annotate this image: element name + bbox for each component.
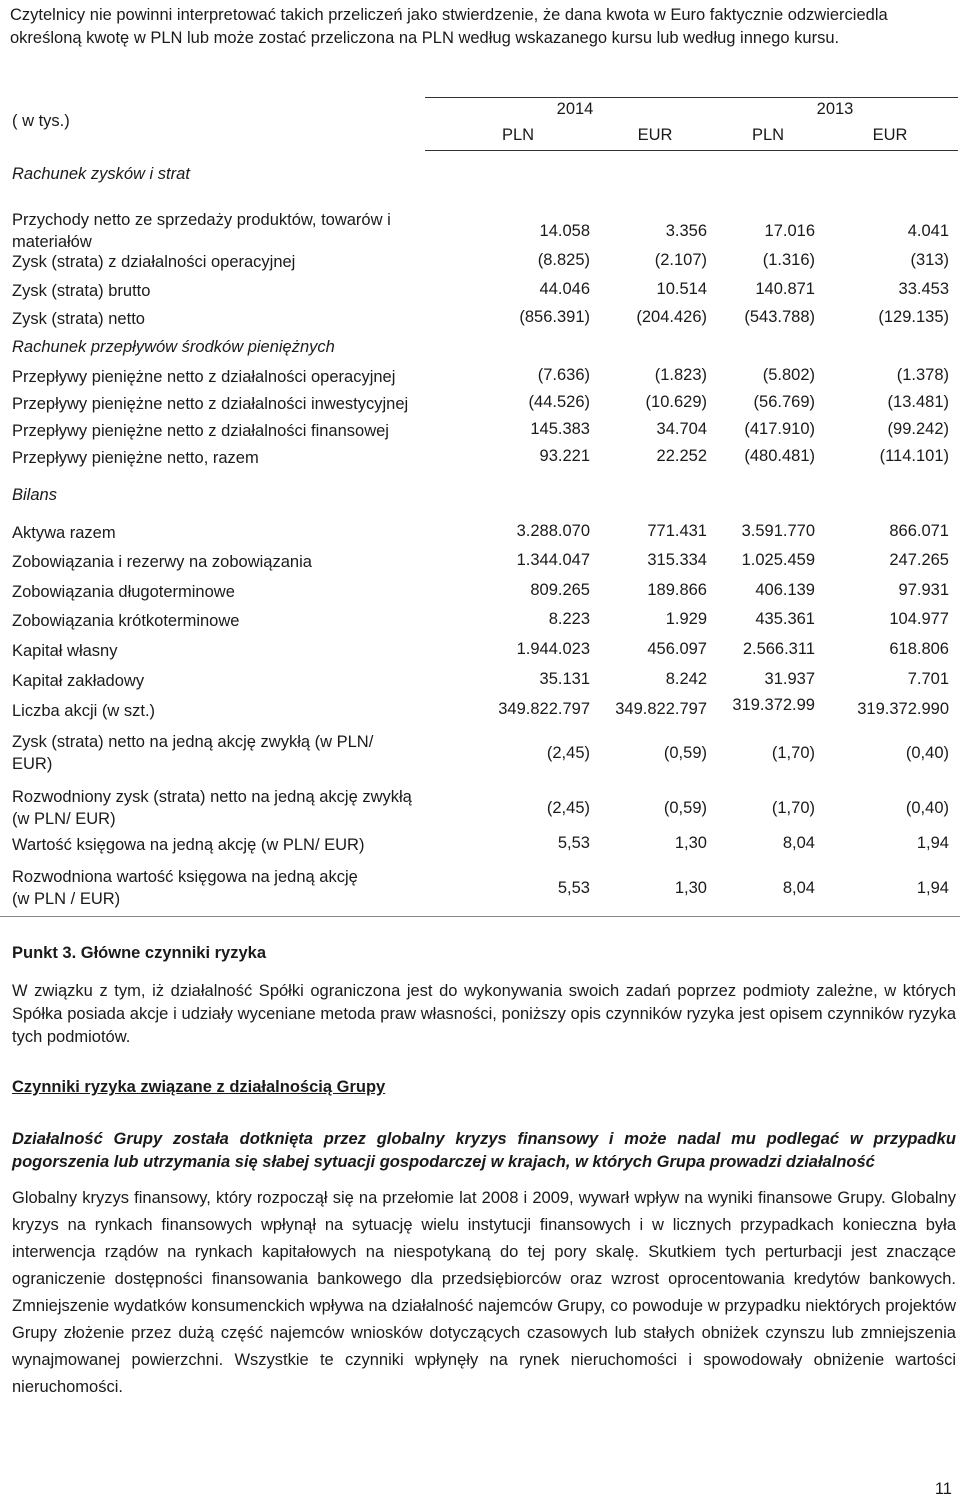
risk-subheading: Czynniki ryzyka związane z działalnością Grupy [12,1078,386,1096]
row-label-line-1: Rozwodniona wartość księgowa na jedną akcję [12,868,358,886]
table-cell: (0,40) [905,799,949,817]
table-cell: 809.265 [530,581,590,599]
table-cell: 349.822.797 [498,700,590,718]
table-cell: 34.704 [656,420,707,438]
section-profit-loss: Rachunek zysków i strat [12,165,190,183]
table-cell: 1,94 [916,879,949,897]
table-cell: 44.046 [539,280,590,298]
table-cell: (543.788) [744,308,815,326]
table-cell: (7.636) [537,366,590,384]
table-cell: 31.937 [764,670,815,688]
table-cell: 8,04 [782,834,815,852]
table-row-label [12,551,312,573]
table-cell: (10.629) [645,393,707,411]
row-label-line-1: Przepływy pieniężne netto z działalności finansowej [12,422,389,440]
table-cell: 1.944.023 [516,640,590,658]
table-cell: 319.372.99 [732,696,815,714]
table-cell: (480.481) [744,447,815,465]
table-cell: 1.025.459 [741,551,815,569]
table-cell: 3.356 [665,222,707,240]
table-cell: 145.383 [530,420,590,438]
table-cell: 140.871 [755,280,815,298]
row-label-line-1: Zysk (strata) netto na jedną akcję zwykłą (w PLN/ [12,733,374,751]
table-cell: 1,30 [674,834,707,852]
table-cell: 5,53 [557,879,590,897]
risk-paragraph-2: Globalny kryzys finansowy, który rozpoczął się na przełomie lat 2008 i 2009, wywarł wpływ na wyniki finansowe Grupy. Globalny kryzys na rynkach finansowych wpłynął na sytuację wielu instytucji finansowych i w licznych przypadkach konieczna była interwencja rządów na rynkach kapitałowych na niespotykaną do tej pory skalę. Skutkiem tych perturbacji jest znaczące ograniczenie dostępności finansowania bankowego dla przedsiębiorców oraz wzrost oprocentowania kredytów bankowych. Zmniejszenie wydatków konsumenckich wpływa na działalność najemców Grupy, co powoduje w przypadku niektórych projektów Grupy złożenie przez dużą część najemców wniosków dotyczących czasowych lub stałych obniżek czynszu lub zmniejszenia wynajmowanej powierzchni. Wszystkie te czynniki wpłynęły na rynek nieruchomości i spowodowały obniżenie wartości nieruchomości. [12,1189,956,1396]
section-balance: Bilans [12,486,57,504]
table-row-label [12,251,295,273]
table-cell: 97.931 [898,581,949,599]
row-label-line-1: Zysk (strata) netto [12,310,145,328]
col-pln-2014: PLN [501,126,535,144]
col-pln-2013: PLN [751,126,785,144]
row-label-line-1: Zobowiązania i rezerwy na zobowiązania [12,553,312,571]
table-row-label [12,610,239,632]
table-cell: (2,45) [546,799,590,817]
table-cell: 35.131 [539,670,590,688]
table-cell: 8.223 [548,610,590,628]
table-cell: (114.101) [879,447,949,465]
row-label-line-1: Wartość księgowa na jedną akcję (w PLN/ EUR) [12,836,365,854]
table-cell: (2.107) [654,251,707,269]
table-cell: (5.802) [762,366,815,384]
row-label-line-2: (w PLN/ EUR) [12,810,116,828]
table-cell: 17.016 [764,222,815,240]
table-row-label [12,670,144,692]
row-label-line-1: Zobowiązania długoterminowe [12,583,235,601]
row-label-line-2: materiałów [12,233,92,251]
year-2014: 2014 [556,100,594,118]
table-cell: (56.769) [753,393,815,411]
table-cell: (13.481) [887,393,949,411]
table-cell: 8,04 [782,879,815,897]
table-row-label [12,700,155,722]
row-label-line-1: Przychody netto ze sprzedaży produktów, towarów i [12,211,391,229]
row-label-line-1: Przepływy pieniężne netto, razem [12,449,259,467]
table-cell: 10.514 [656,280,707,298]
row-label-line-1: Kapitał własny [12,642,118,660]
table-cell: (2,45) [546,744,590,762]
table-row-label [12,447,259,469]
table-cell: 2.566.311 [742,640,815,658]
table-cell: (1.378) [896,366,949,384]
table-cell: (99.242) [887,420,949,438]
col-eur-2013: EUR [872,126,908,144]
table-cell: 1,94 [916,834,949,852]
table-cell: 866.071 [889,522,949,540]
row-label-line-2: EUR) [12,755,53,773]
table-cell: 189.866 [647,581,707,599]
table-cell: 315.334 [647,551,707,569]
table-cell: 33.453 [898,280,949,298]
table-cell: 771.431 [647,522,707,540]
row-label-line-2: (w PLN / EUR) [12,890,121,908]
table-cell: 4.041 [907,222,949,240]
table-row-label [12,834,364,856]
table-cell: (1.316) [762,251,815,269]
table-cell: (1.823) [654,366,707,384]
intro-paragraph: Czytelnicy nie powinni interpretować takich przeliczeń jako stwierdzenie, że dana kwota w Euro faktycznie odzwierciedla określoną kwotę w PLN lub może zostać przeliczona na PLN według wskazanego kursu lub według innego kursu. [10,6,888,47]
page-number: 11 [934,1480,952,1498]
table-row-label [12,731,373,775]
row-label-line-1: Przepływy pieniężne netto z działalności operacyjnej [12,368,396,386]
col-eur-2014: EUR [637,126,673,144]
table-row-label [12,581,235,603]
risk-bold-italic-paragraph: Działalność Grupy została dotknięta przez globalny kryzys finansowy i może nadal mu podlegać w przypadku pogorszenia lub utrzymania się słabej sytuacji gospodarczej w krajach, w których Grupa prowadzi działalność [12,1130,956,1171]
unit-label: ( w tys.) [12,112,70,130]
section-cash-flow: Rachunek przepływów środków pieniężnych [12,338,335,356]
table-cell: 104.977 [889,610,949,628]
row-label-line-1: Rozwodniony zysk (strata) netto na jedną akcję zwykłą [12,788,412,806]
table-row-label [12,308,145,330]
table-row-label [12,866,358,910]
table-cell: 7.701 [907,670,949,688]
table-cell: 618.806 [889,640,949,658]
table-cell: 456.097 [647,640,707,658]
table-cell: 349.822.797 [615,700,707,718]
table-cell: (0,40) [905,744,949,762]
table-cell: (1,70) [771,744,815,762]
table-cell: 22.252 [656,447,707,465]
table-row-label [12,786,412,830]
table-cell: 3.288.070 [516,522,590,540]
table-cell: 406.139 [755,581,815,599]
table-cell: 3.591.770 [741,522,815,540]
table-cell: 435.361 [755,610,815,628]
table-cell: 93.221 [539,447,590,465]
table-cell: (856.391) [519,308,590,326]
table-cell: (0,59) [663,744,707,762]
table-row-label [12,522,116,544]
table-cell: 1,30 [674,879,707,897]
risk-heading: Punkt 3. Główne czynniki ryzyka [12,944,267,962]
table-row-label [12,393,408,415]
year-2013: 2013 [816,100,854,118]
table-cell: (417.910) [744,420,815,438]
table-cell: (8.825) [537,251,590,269]
row-label-line-1: Kapitał zakładowy [12,672,145,690]
row-label-line-1: Liczba akcji (w szt.) [12,702,156,720]
row-label-line-1: Zysk (strata) brutto [12,282,151,300]
table-cell: (313) [910,251,949,269]
table-cell: 247.265 [889,551,949,569]
table-bottom-rule [0,916,960,917]
table-cell: (1,70) [771,799,815,817]
table-row-label [12,366,395,388]
table-row-label [12,420,389,442]
header-top-rule [425,97,958,98]
row-label-line-1: Zysk (strata) z działalności operacyjnej [12,253,296,271]
table-cell: 1.344.047 [516,551,590,569]
risk-paragraph-1: W związku z tym, iż działalność Spółki ograniczona jest do wykonywania swoich zadań poprzez podmioty zależne, w których Spółka posiada akcje i udziały wyceniane metoda praw własności, poniższy opis czynników ryzyka jest opisem czynników ryzyka tych podmiotów. [12,982,956,1046]
table-row-label [12,209,391,253]
table-cell: (0,59) [663,799,707,817]
table-row-label [12,280,150,302]
table-cell: (204.426) [636,308,707,326]
table-cell: 8.242 [665,670,707,688]
table-cell: 319.372.990 [857,700,949,718]
table-cell: (129.135) [878,308,949,326]
header-bottom-rule [425,150,958,151]
table-row-label [12,640,117,662]
row-label-line-1: Zobowiązania krótkoterminowe [12,612,240,630]
row-label-line-1: Przepływy pieniężne netto z działalności inwestycyjnej [12,395,409,413]
table-cell: 5,53 [557,834,590,852]
table-cell: (44.526) [528,393,590,411]
table-cell: 14.058 [539,222,590,240]
row-label-line-1: Aktywa razem [12,524,116,542]
table-cell: 1.929 [665,610,707,628]
